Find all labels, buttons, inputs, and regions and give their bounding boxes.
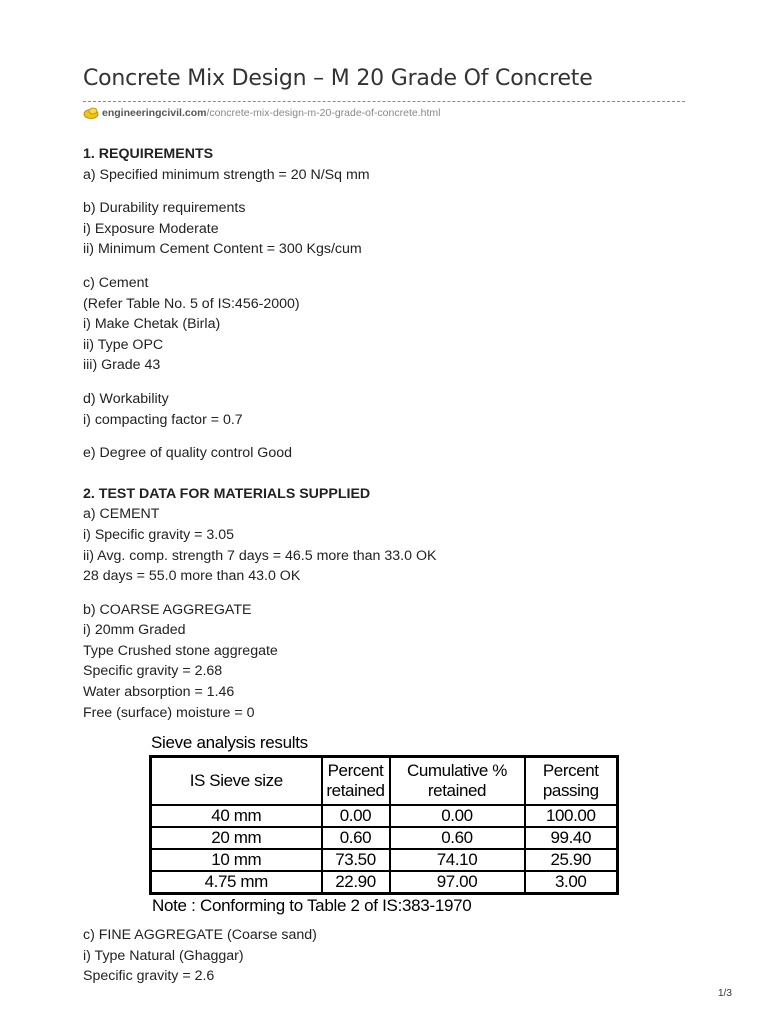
section-heading-test-data: 2. TEST DATA FOR MATERIALS SUPPLIED (83, 485, 371, 502)
table-row (151, 849, 618, 871)
table-cell: 40 mm (151, 805, 322, 827)
title-divider (83, 101, 685, 102)
section-2-c: c) FINE AGGREGATE (Coarse sand) i) Type Natural (Ghaggar) Specific gravity = 2.6 (83, 927, 317, 985)
figure-note: Note : Conforming to Table 2 of IS:383-1970 (152, 896, 472, 915)
table-cell: 22.90 (322, 871, 390, 894)
source-path[interactable]: /concrete-mix-design-m-20-grade-of-concrete.html (206, 107, 441, 119)
header-sieve-size: IS Sieve size (151, 757, 322, 806)
source-domain[interactable]: engineeringcivil.com (102, 107, 207, 119)
section-2-b: b) COARSE AGGREGATE i) 20mm Graded Type Crushed stone aggregate Specific gravity = 2.68 Water absorption = 1.46 Free (surface) moisture = 0 (83, 601, 278, 721)
sieve-analysis-table (149, 755, 619, 895)
header-cumulative-retained: Cumulative % retained (390, 757, 525, 806)
section-heading-requirements: 1. REQUIREMENTS (83, 146, 214, 162)
header-percent-retained: Percent retained (322, 757, 390, 806)
table-cell: 73.50 (322, 849, 390, 871)
table-cell: 99.40 (525, 827, 618, 849)
source-link[interactable] (83, 107, 440, 119)
table-cell: 0.60 (390, 827, 525, 849)
table-cell: 20 mm (151, 827, 322, 849)
table-cell: 10 mm (151, 849, 322, 871)
page-title: Concrete Mix Design – M 20 Grade Of Concrete (83, 66, 593, 91)
section-1-e: e) Degree of quality control Good (83, 445, 292, 462)
header-percent-passing: Percent passing (525, 757, 618, 806)
section-1-d: d) Workability i) compacting factor = 0.7 (83, 390, 243, 428)
section-2-a: 2. TEST DATA FOR MATERIALS SUPPLIED a) CEMENT i) Specific gravity = 3.05 ii) Avg. comp. strength 7 days = 46.5 more than 33.0 OK 28 days = 55.0 more than 43.0 OK (83, 485, 437, 585)
table-cell: 74.10 (390, 849, 525, 871)
section-1-b: b) Durability requirements i) Exposure Moderate ii) Minimum Cement Content = 300 Kgs/cum (83, 200, 362, 258)
printfriendly-icon (83, 107, 99, 119)
table-cell: 3.00 (525, 871, 618, 894)
table-cell: 100.00 (525, 805, 618, 827)
table-cell: 0.00 (390, 805, 525, 827)
page-number: 1/3 (718, 988, 732, 999)
table-row (151, 827, 618, 849)
table-cell: 25.90 (525, 849, 618, 871)
section-1-a: 1. REQUIREMENTS a) Specified minimum strength = 20 N/Sq mm (83, 146, 370, 183)
table-row (151, 871, 618, 894)
figure-caption: Sieve analysis results (151, 733, 308, 752)
sieve-analysis-figure (149, 733, 629, 916)
table-cell: 4.75 mm (151, 871, 322, 894)
document-body (83, 144, 693, 736)
table-cell: 0.00 (322, 805, 390, 827)
table-cell: 0.60 (322, 827, 390, 849)
table-header-row (151, 757, 618, 806)
section-1-c: c) Cement (Refer Table No. 5 of IS:456-2000) i) Make Chetak (Birla) ii) Type OPC iii) Grade 43 (83, 274, 300, 374)
table-cell: 97.00 (390, 871, 525, 894)
table-row (151, 805, 618, 827)
